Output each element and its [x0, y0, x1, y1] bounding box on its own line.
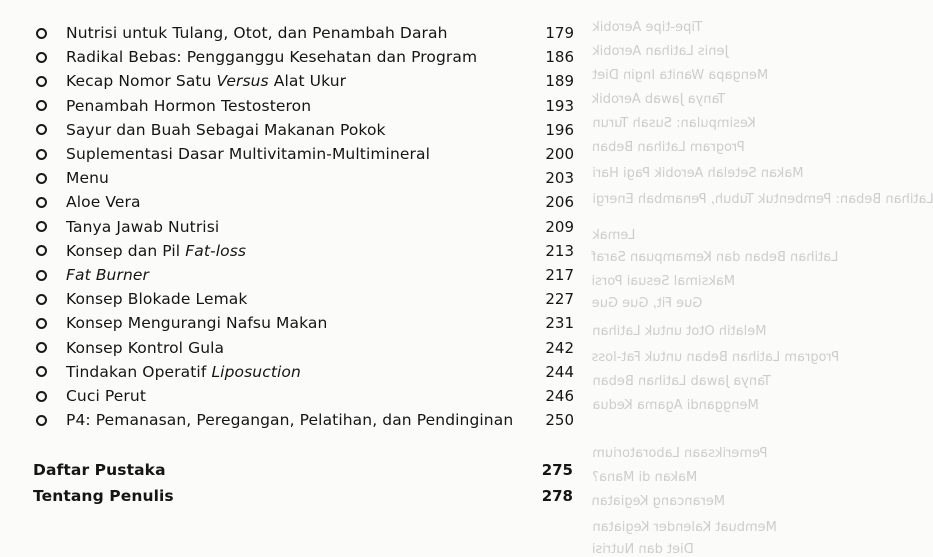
- circle-bullet-icon: [34, 26, 48, 40]
- toc-entry-title-part: Tindakan Operatif: [66, 362, 212, 381]
- toc-page-number: 217: [545, 266, 574, 284]
- toc-page-number: 209: [545, 217, 574, 236]
- toc-entry-title-part: Fat Burner: [66, 266, 149, 284]
- toc-entry-title: [66, 72, 346, 90]
- toc-page-number: 213: [545, 241, 574, 260]
- circle-bullet-icon: [34, 316, 48, 330]
- toc-page-number: 231: [545, 314, 574, 333]
- back-matter-title: Tentang Penulis: [33, 487, 174, 505]
- toc-entry-title-part: Tanya Jawab Nutrisi: [66, 217, 220, 236]
- toc-entry-title-part: P4: Pemanasan, Peregangan, Pelatihan, dan Pendinginan: [66, 411, 514, 430]
- toc-entry-title: [66, 97, 311, 115]
- toc-entry: [34, 215, 574, 239]
- toc-entry: [34, 263, 574, 287]
- toc-entry: [34, 190, 574, 214]
- toc-entry-title: [66, 193, 141, 211]
- toc-entry-title-part: Konsep Mengurangi Nafsu Makan: [66, 314, 328, 333]
- toc-page-number: 203: [545, 169, 574, 188]
- circle-bullet-icon: [34, 413, 48, 427]
- back-matter-title: Daftar Pustaka: [33, 461, 166, 479]
- toc-entry: [34, 311, 574, 335]
- toc-entry: [34, 408, 574, 432]
- toc-entry: [34, 142, 574, 166]
- toc-entry-title-part: Radikal Bebas: Pengganggu Kesehatan dan Program: [66, 48, 478, 67]
- circle-bullet-icon: [34, 365, 48, 379]
- toc-page-number: 189: [545, 72, 574, 91]
- toc-entry-title-part: Fat-loss: [185, 241, 247, 260]
- toc-entry-title: [66, 266, 149, 284]
- toc-entry-title-part: Nutrisi untuk Tulang, Otot, dan Penambah Darah: [66, 24, 448, 42]
- circle-bullet-icon: [34, 123, 48, 137]
- circle-bullet-icon: [34, 50, 48, 64]
- toc-entry-title-part: Cuci Perut: [66, 387, 147, 405]
- toc-entry-title: [66, 363, 301, 381]
- toc-entry: [34, 166, 574, 190]
- toc-page-number: 196: [545, 120, 574, 139]
- toc-entry-title: [66, 242, 246, 260]
- toc-entry-title-part: Liposuction: [211, 362, 301, 381]
- toc-entry: [34, 336, 574, 360]
- toc-entry: [34, 239, 574, 263]
- toc-page-number: 206: [545, 193, 574, 212]
- toc-entry-title-part: Kecap Nomor Satu: [66, 72, 217, 91]
- back-matter-page-number: 278: [541, 487, 573, 505]
- circle-bullet-icon: [34, 220, 48, 234]
- bleed-through-text: Tipe-tipe Aerobik Jenis Latihan Aerobik Mengapa Wanita Ingin Diet Tanya Jawab Aerobik Kesimpulan: Susah Turun Program Latihan Beban Makan Setelah Aerobik Pagi Hari Latihan Beban: Pembentuk Tubuh, Penambah Energi Lemak Latihan Beban dan Kemampuan Saraf Maksimal Sesuai Porsi Gue Fit, Gue Gue Melatih Otot untuk Latihan Program Latihan Beban untuk Fat-loss Tanya Jawab Latihan Beban Menggandi Agama Kedua Pemeriksaan Laboratorium Makan di Mana? Merancang Kegiatan Membuat Kalender Kegiatan Diet dan Nutrisi: [592, 20, 933, 557]
- toc-page-number: 246: [545, 387, 574, 405]
- toc-entry-title: [66, 339, 224, 357]
- circle-bullet-icon: [34, 268, 48, 282]
- toc-entry-title: [66, 48, 477, 66]
- toc-entry-title: [66, 121, 386, 139]
- back-matter-entry: [33, 484, 573, 508]
- toc-entry-title-part: Menu: [66, 169, 109, 188]
- toc-entry-title: [66, 387, 146, 405]
- circle-bullet-icon: [34, 292, 48, 306]
- toc-entry-title: [66, 411, 513, 429]
- toc-page-number: 186: [545, 48, 574, 67]
- circle-bullet-icon: [34, 244, 48, 258]
- circle-bullet-icon: [34, 341, 48, 355]
- toc-entry-title-part: Penambah Hormon Testosteron: [66, 96, 312, 115]
- circle-bullet-icon: [34, 74, 48, 88]
- toc-entry: [34, 21, 574, 45]
- toc-entry-title-part: Konsep Kontrol Gula: [66, 338, 225, 357]
- toc-entry: [34, 384, 574, 408]
- toc-entry-title: [66, 290, 247, 308]
- back-matter-page-number: 275: [541, 461, 573, 479]
- toc-entry: [34, 45, 574, 69]
- toc-entry-title: [66, 218, 219, 236]
- toc-entry-title-part: Alat Ukur: [268, 72, 347, 91]
- toc-entry-title-part: Konsep Blokade Lemak: [66, 290, 248, 309]
- toc-page-number: 227: [545, 290, 574, 309]
- toc-entry-title-part: Sayur dan Buah Sebagai Makanan Pokok: [66, 120, 386, 139]
- toc-entry-title: [66, 314, 327, 332]
- toc-page-number: 244: [545, 362, 574, 381]
- circle-bullet-icon: [34, 147, 48, 161]
- toc-entry: [34, 94, 574, 118]
- toc-entry: [34, 69, 574, 93]
- toc-page-number: 193: [545, 96, 574, 115]
- toc-entry-title-part: Versus: [216, 72, 269, 91]
- circle-bullet-icon: [34, 99, 48, 113]
- toc-entry-title-part: Konsep dan Pil: [66, 241, 186, 260]
- toc-entry: [34, 287, 574, 311]
- circle-bullet-icon: [34, 171, 48, 185]
- toc-entry: [34, 118, 574, 142]
- circle-bullet-icon: [34, 389, 48, 403]
- toc-page-number: 179: [545, 24, 574, 42]
- toc-entry-title: [66, 24, 448, 42]
- toc-page-number: 200: [545, 145, 574, 163]
- toc-entry-title-part: Aloe Vera: [66, 193, 141, 212]
- toc-entry-title: [66, 145, 430, 163]
- circle-bullet-icon: [34, 195, 48, 209]
- toc-entry: [34, 360, 574, 384]
- toc-entry-title-part: Suplementasi Dasar Multivitamin-Multimineral: [66, 145, 430, 163]
- toc-entry-title: [66, 169, 109, 187]
- back-matter-entry: [33, 458, 573, 482]
- toc-page-number: 242: [545, 338, 574, 357]
- toc-page-number: 250: [545, 411, 574, 430]
